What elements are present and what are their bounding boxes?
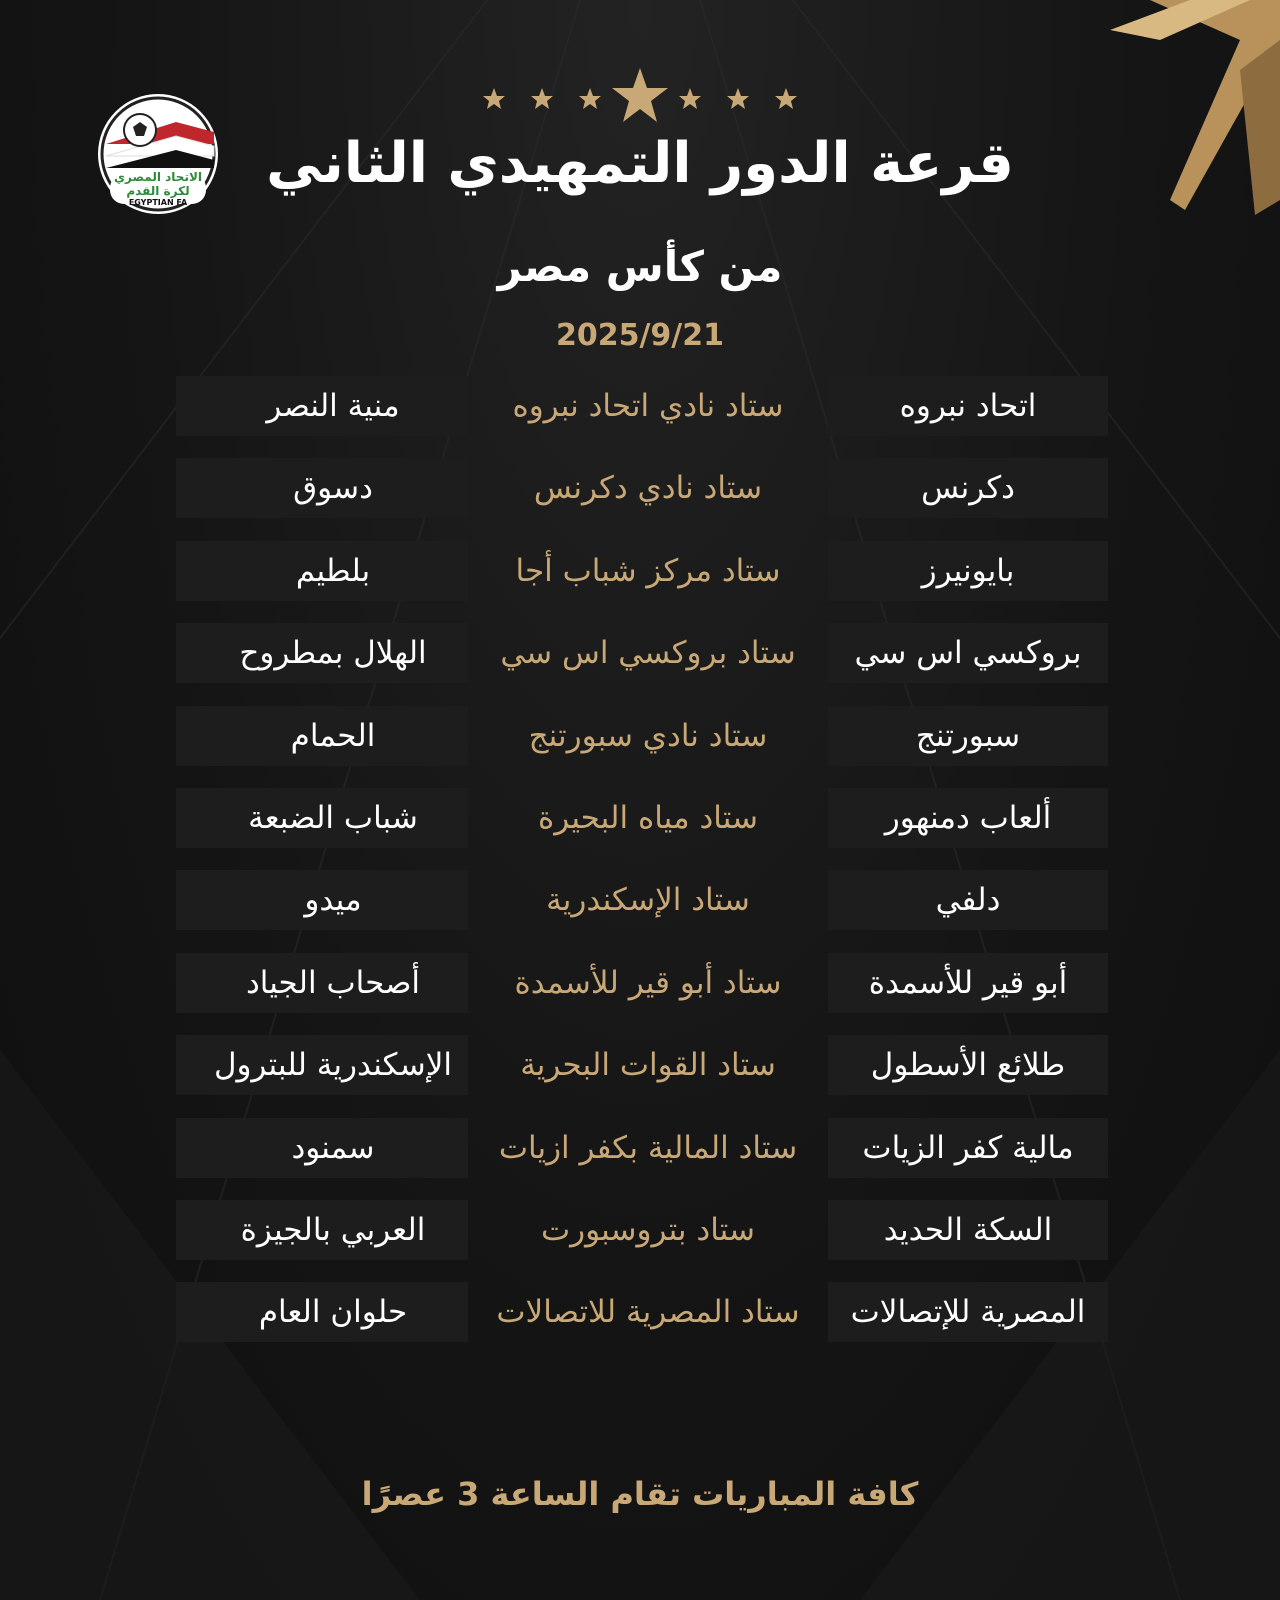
- star-icon: [727, 88, 749, 109]
- match-row: [176, 788, 1108, 848]
- home-team: دكرنس: [828, 458, 1108, 518]
- venue: ستاد نادي سبورتنج: [528, 717, 768, 754]
- venue: ستاد القوات البحرية: [520, 1047, 776, 1084]
- match-row: [176, 706, 1108, 766]
- star-icon: [531, 88, 553, 109]
- match-row: [176, 376, 1108, 436]
- page-subtitle: من كأس مصر: [497, 242, 783, 291]
- venue: ستاد الإسكندرية: [546, 882, 750, 919]
- logo-text-line2: لكرة القدم: [126, 184, 190, 198]
- away-team: العربي بالجيزة: [176, 1200, 468, 1260]
- match-row: [176, 541, 1108, 601]
- venue: ستاد مركز شباب أجا: [515, 552, 781, 589]
- venue: ستاد المالية بكفر ازيات: [498, 1129, 798, 1166]
- page-title: قرعة الدور التمهيدي الثاني: [266, 131, 1014, 196]
- home-team: مالية كفر الزيات: [828, 1118, 1108, 1178]
- home-team: طلائع الأسطول: [828, 1035, 1108, 1095]
- away-team: الحمام: [176, 706, 468, 766]
- venue: ستاد نادي دكرنس: [533, 470, 763, 507]
- venue: ستاد مياه البحيرة: [537, 799, 759, 836]
- logo-text-line1: الاتحاد المصري: [114, 170, 202, 184]
- away-team: سمنود: [176, 1118, 468, 1178]
- venue: ستاد المصرية للاتصالات: [496, 1294, 800, 1331]
- venue: ستاد بروكسي اس سي: [500, 635, 796, 672]
- match-row: [176, 458, 1108, 518]
- star-icon: [679, 88, 701, 109]
- footer-note: كافة المباريات تقام الساعة 3 عصرًا: [361, 1475, 919, 1513]
- away-team: ميدو: [176, 870, 468, 930]
- home-team: بروكسي اس سي: [828, 623, 1108, 683]
- star-icon: [483, 88, 505, 109]
- home-team: دلفي: [828, 870, 1108, 930]
- home-team: سبورتنج: [828, 706, 1108, 766]
- home-team: أبو قير للأسمدة: [828, 953, 1108, 1013]
- match-row: [176, 1282, 1108, 1342]
- away-team: أصحاب الجياد: [176, 953, 468, 1013]
- home-team: بايونيرز: [828, 541, 1108, 601]
- star-icon: [612, 68, 668, 122]
- home-team: المصرية للإتصالات: [828, 1282, 1108, 1342]
- away-team: شباب الضبعة: [176, 788, 468, 848]
- away-team: الإسكندرية للبترول: [176, 1035, 468, 1095]
- match-row: [176, 870, 1108, 930]
- venue: ستاد أبو قير للأسمدة: [514, 964, 782, 1001]
- logo-text-en: EGYPTIAN FA: [128, 198, 188, 207]
- home-team: ألعاب دمنهور: [828, 788, 1108, 848]
- star-icon: [775, 88, 797, 109]
- draw-date: 2025/9/21: [555, 318, 725, 353]
- match-row: [176, 953, 1108, 1013]
- match-row: [176, 1118, 1108, 1178]
- home-team: السكة الحديد: [828, 1200, 1108, 1260]
- gold-corner-decoration: [1090, 0, 1280, 220]
- home-team: اتحاد نبروه: [828, 376, 1108, 436]
- away-team: منية النصر: [176, 376, 468, 436]
- away-team: بلطيم: [176, 541, 468, 601]
- match-row: [176, 1200, 1108, 1260]
- match-row: [176, 1035, 1108, 1095]
- away-team: حلوان العام: [176, 1282, 468, 1342]
- star-icon: [579, 88, 601, 109]
- match-row: [176, 623, 1108, 683]
- matches-list: [176, 376, 1108, 1365]
- away-team: الهلال بمطروح: [176, 623, 468, 683]
- away-team: دسوق: [176, 458, 468, 518]
- venue: ستاد نادي اتحاد نبروه: [512, 388, 784, 424]
- venue: ستاد بتروسبورت: [541, 1211, 755, 1248]
